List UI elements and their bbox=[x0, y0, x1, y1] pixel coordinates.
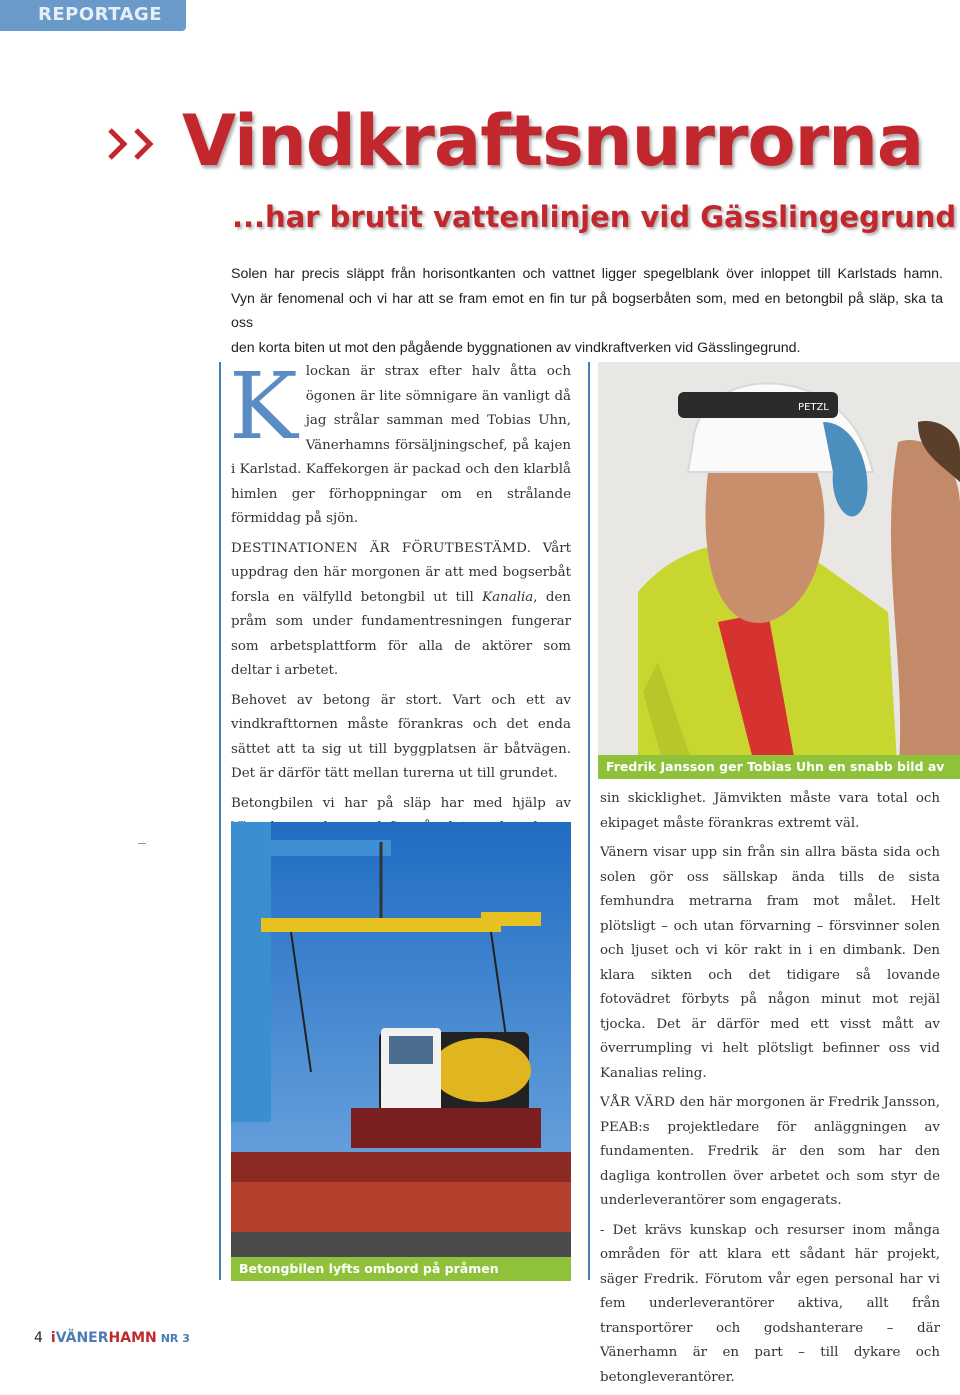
column-rule-left bbox=[219, 362, 221, 1280]
issue-number: NR 3 bbox=[160, 1332, 190, 1345]
body-paragraph: sin skicklighet. Jämvikten måste vara total och ekipaget måste förankras extremt väl. bbox=[600, 791, 940, 831]
body-paragraph: Behovet av betong är stort. Vart och ett av vindkrafttornen måste förankras och det enda sättet att ta sig ut till byggplatsen är båtvägen. Det är därför tätt mellan turerna ut till grundet. bbox=[231, 692, 571, 781]
body-paragraph: VÅR VÄRD den här morgonen är Fredrik Jansson, PEAB:s projektledare för anläggningen av fundamenten. Fredrik är den som har den dagliga kontrollen över arbetet och som styr de underleverantörer som engagerats. bbox=[600, 1095, 941, 1208]
vessel-name: Kanalia bbox=[482, 589, 534, 605]
chevron-double-icon bbox=[104, 124, 164, 164]
lead-line: den korta biten ut mot den pågående byggnationen av vindkraftverken vid Gässlingegrund. bbox=[231, 339, 801, 356]
body-paragraph: Vänern visar upp sin från sin allra bästa sida och solen gör oss sällskap ända tills de sista femhundra metrarna fram mot målet. Helt plötsligt – och utan förvarning – försvinner solen och ljuset och vi kör rakt in i en dimbank. Den klara sikten och det tidigare så lovande fotovädret förbyts på någon minut mot rejäl tjocka. Det är därför med ett visst mått av överrumpling vi helt plötsligt befinner oss vid Kanalias reling. bbox=[600, 845, 940, 1081]
headline: Vindkraftsnurrorna bbox=[182, 100, 924, 182]
drop-cap: K bbox=[229, 353, 298, 460]
body-paragraph: - Det krävs kunskap och resurser inom många områden för att klara ett sådant här projekt, säger Fredrik. Förutom vår egen personal har vi fem underleverantörer aktiva, allt från transportörer och godshanterare – där Vänerhamn är en part – till dykare och betongleverantörer. bbox=[600, 1222, 940, 1385]
photo-caption: Betongbilen lyfts ombord på pråmen bbox=[231, 1257, 571, 1281]
subheadline: ...har brutit vattenlinjen vid Gässlingegrund bbox=[232, 200, 957, 234]
page-number: 4 bbox=[34, 1330, 43, 1346]
body-column-left bbox=[229, 353, 571, 895]
lead-line: Vyn är fenomenal och vi har att se fram emot en fin tur på bogserbåten som, med en betongbil på släp, ska ta oss bbox=[231, 290, 943, 331]
photo-truck bbox=[231, 822, 571, 1281]
magazine-logo: iVÄNERHAMN bbox=[50, 1330, 157, 1346]
lead-paragraph bbox=[231, 262, 943, 360]
paragraph-lead-in: VÅR VÄRD bbox=[600, 1095, 676, 1110]
truck-illustration bbox=[231, 822, 571, 1281]
photo-portrait bbox=[598, 362, 960, 779]
body-paragraph: DESTINATIONEN ÄR FÖRUTBESTÄMD. Vårt uppdrag den här morgonen är att med bogserbåt forsla en välfylld betongbil ut till Kanalia, den pråm som under fundamentresningen fungerar som arbetsplattform för alla de aktörer som deltar i arbetet. bbox=[231, 540, 571, 678]
divider bbox=[138, 843, 146, 844]
portrait-illustration bbox=[598, 362, 960, 779]
column-rule-right bbox=[588, 362, 590, 1280]
page-footer bbox=[34, 1330, 190, 1346]
helmet-brand: PETZL bbox=[798, 402, 829, 413]
lead-line: Solen har precis släppt från horisontkanten och vattnet ligger spegelblank över inloppet till Karlstads hamn. bbox=[231, 266, 943, 282]
section-tag bbox=[0, 0, 186, 31]
body-paragraph: Klockan är strax efter halv åtta och ögonen är lite sömnigare än vanligt då jag strålar samman med Tobias Uhn, Vänerhamns försäljningschef, på kajen i Karlstad. Kaffekorgen är packad och den klarblå himlen ger förhoppningar om en strålande förmiddag på sjön. bbox=[229, 353, 571, 526]
photo-caption: Fredrik Jansson ger Tobias Uhn en snabb bild av bbox=[598, 755, 960, 779]
section-tag-label: REPORTAGE bbox=[38, 4, 163, 25]
paragraph-lead-in: DESTINATIONEN ÄR FÖRUTBESTÄMD. bbox=[231, 540, 532, 556]
body-column-right bbox=[600, 787, 940, 1395]
body-paragraph: Betongbilen vi har på släp har med hjälp av bbox=[231, 795, 571, 811]
